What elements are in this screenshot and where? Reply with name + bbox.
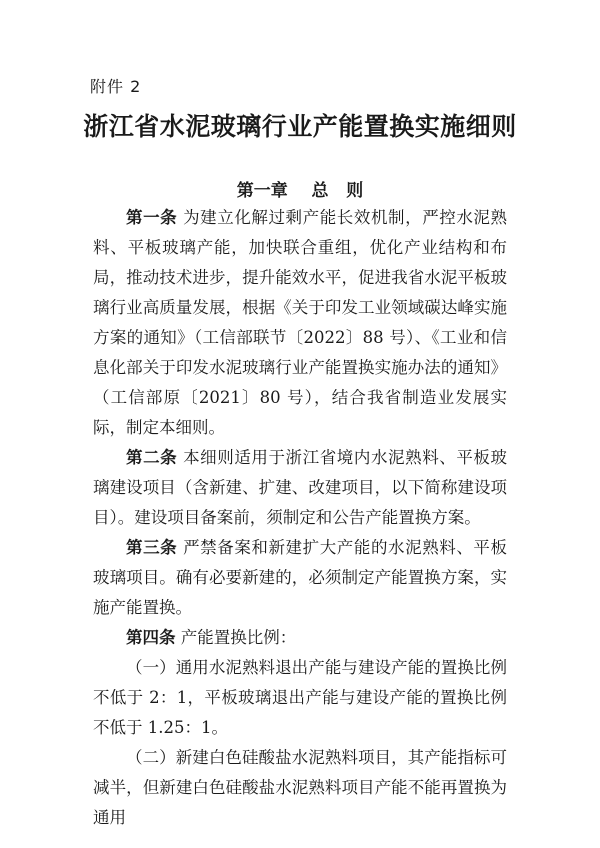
article-label: 第三条: [126, 538, 178, 557]
attachment-label: 附件 2: [90, 77, 142, 96]
list-item: （二）新建白色硅酸盐水泥熟料项目，其产能指标可减半，但新建白色硅酸盐水泥熟料项目产能不能再置换为通用: [93, 748, 507, 827]
document-title: 浙江省水泥玻璃行业产能置换实施细则: [83, 112, 517, 141]
document-body: [93, 203, 507, 833]
article-4: [93, 623, 507, 653]
article-3: [93, 533, 507, 623]
article-text: 本细则适用于浙江省境内水泥熟料、平板玻璃建设项目（含新建、扩建、改建项目，以下简称建设项目）。建设项目备案前，须制定和公告产能置换方案。: [93, 448, 508, 527]
chapter-heading: 第一章 总 则: [236, 181, 364, 201]
article-1: [93, 203, 507, 443]
article-label: 第二条: [126, 448, 178, 467]
article-text: 产能置换比例：: [175, 628, 297, 647]
article-label: 第四条: [126, 628, 176, 647]
article-label: 第一条: [126, 208, 178, 227]
article-text: 严禁备案和新建扩大产能的水泥熟料、平板玻璃项目。确有必要新建的，必须制定产能置换方案，实施产能置换。: [93, 538, 508, 617]
list-item: （一）通用水泥熟料退出产能与建设产能的置换比例不低于 2：1，平板玻璃退出产能与建设产能的置换比例不低于 1.25：1。: [93, 658, 507, 737]
article-text: 为建立化解过剩产能长效机制，严控水泥熟料、平板玻璃产能，加快联合重组，优化产业结构和布局，推动技术进步，提升能效水平，促进我省水泥平板玻璃行业高质量发展，根据《关于印发工业领域碳达峰实施方案的通知》（工信部联节〔2022〕88 号）、《工业和信息化部关于印发水泥玻璃行业产能置换实施办法的通知》（工信部原〔2021〕80 号），结合我省制造业发展实际，制定本细则。: [93, 208, 508, 437]
article-2: [93, 443, 507, 533]
